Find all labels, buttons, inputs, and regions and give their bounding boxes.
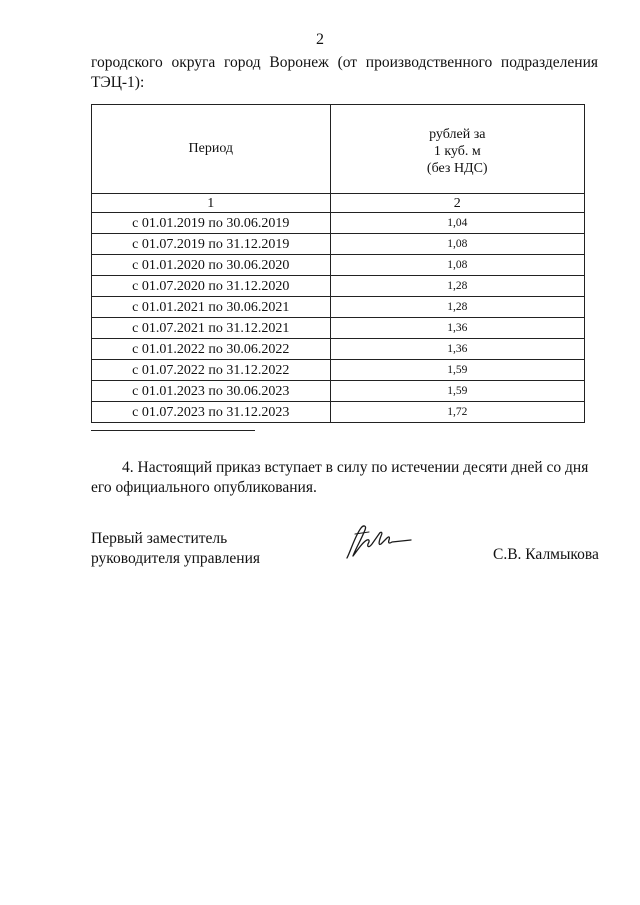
period-cell: с 01.07.2022 по 31.12.2022 [92,360,331,381]
clause-paragraph: 4. Настоящий приказ вступает в силу по истечении десяти дней со дня его официального опубликования. [91,459,589,496]
price-cell: 1,36 [330,339,584,360]
table-row [92,297,585,318]
intro-paragraph [91,53,598,93]
column-number-row [92,194,585,213]
handwritten-signature [343,522,415,562]
table-header-row [92,105,585,194]
table-row [92,255,585,276]
price-cell: 1,08 [330,255,584,276]
signer-title-line-2: руководителя управления [91,550,261,567]
header-period: Период [92,105,331,194]
price-cell: 1,59 [330,381,584,402]
tariff-table [91,104,585,423]
price-cell: 1,59 [330,360,584,381]
header-price-line-3: (без НДС) [426,160,488,176]
footnote-separator [91,430,255,431]
period-cell: с 01.07.2019 по 31.12.2019 [92,234,331,255]
header-price-line-1: рублей за [429,126,486,142]
table-row [92,213,585,234]
period-cell: с 01.01.2023 по 30.06.2023 [92,381,331,402]
column-number-2: 2 [330,194,584,213]
table-row [92,402,585,423]
price-cell: 1,28 [330,297,584,318]
period-cell: с 01.07.2020 по 31.12.2020 [92,276,331,297]
signer-name: С.В. Калмыкова [493,546,599,563]
table-row [92,339,585,360]
price-cell: 1,04 [330,213,584,234]
price-cell: 1,08 [330,234,584,255]
signer-title-line-1: Первый заместитель [91,530,228,547]
period-cell: с 01.07.2021 по 31.12.2021 [92,318,331,339]
column-number-1: 1 [92,194,331,213]
period-cell: с 01.01.2019 по 30.06.2019 [92,213,331,234]
intro-line-1: городского округа город Воронеж (от производственного подразделения [91,54,598,71]
table-row [92,234,585,255]
period-cell: с 01.07.2023 по 31.12.2023 [92,402,331,423]
table-row [92,360,585,381]
price-cell: 1,36 [330,318,584,339]
price-cell: 1,28 [330,276,584,297]
period-cell: с 01.01.2021 по 30.06.2021 [92,297,331,318]
page-number: 2 [316,31,324,48]
period-cell: с 01.01.2020 по 30.06.2020 [92,255,331,276]
intro-line-2: ТЭЦ-1): [91,74,145,91]
table-row [92,318,585,339]
header-price [330,105,584,194]
price-cell: 1,72 [330,402,584,423]
period-cell: с 01.01.2022 по 30.06.2022 [92,339,331,360]
header-price-line-2: 1 куб. м [433,143,481,159]
table-row [92,276,585,297]
table-row [92,381,585,402]
signer-title [91,529,260,569]
